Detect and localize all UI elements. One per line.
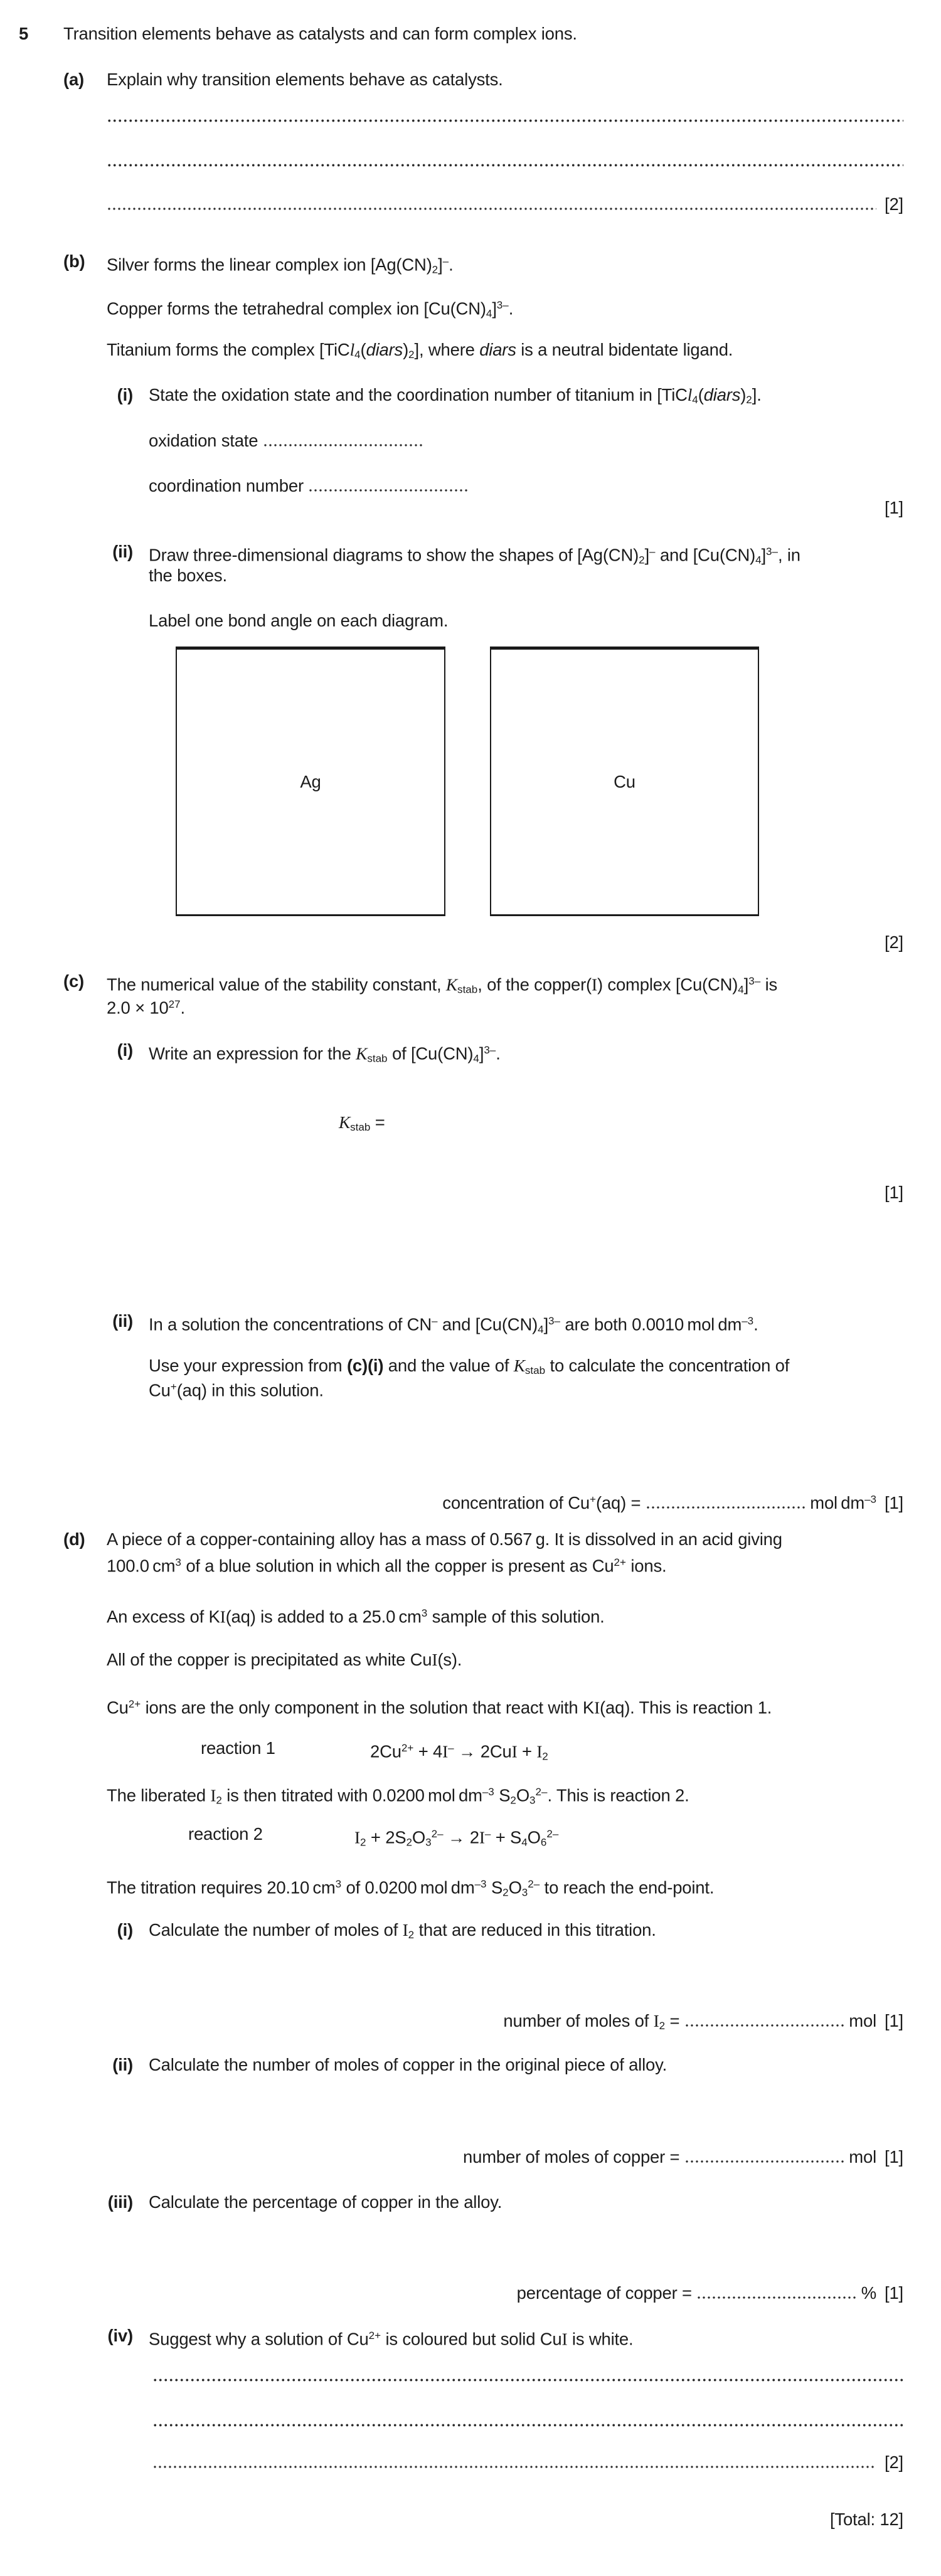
part-c-i-label: (i)	[117, 1040, 133, 1060]
part-d-line5: $Cu^{2+}$ ions are the only component in the solution that react with KI(aq). This is reaction 1.	[107, 1697, 772, 1718]
part-c-label: (c)	[63, 971, 85, 991]
part-c-line1: The numerical value of the stability constant, Kstab, of the copper(I) complex $[Cu(CN)4]^{3-}$ is	[107, 974, 778, 996]
answer-dots	[684, 2160, 844, 2163]
part-d-i-prompt: Calculate the number of moles of I2 that are reduced in this titration.	[149, 1920, 656, 1941]
answer-label: concentration of Cu+(aq) =	[442, 1493, 646, 1513]
part-b-i-label: (i)	[117, 385, 133, 404]
answer-dots	[152, 2466, 876, 2468]
answer-line-concentration	[442, 1488, 903, 1515]
answer-dotted-line	[152, 2424, 903, 2427]
oxidation-state-text: oxidation state	[149, 431, 263, 450]
answer-unit: %	[856, 2283, 877, 2303]
part-b-line2: Copper forms the tetrahedral complex ion $[Cu(CN)4]^{3-}$.	[107, 298, 514, 320]
coordination-number-label	[149, 474, 470, 498]
marks-badge: [1]	[885, 1493, 903, 1513]
drawing-box-ag-label: Ag	[300, 772, 321, 791]
part-d-line6: The liberated I2 is then titrated with 0.0200 mol $dm^{-3}$ $S2O3^{2-}$. This is reaction 2.	[107, 1785, 689, 1807]
reaction-1-label: reaction 1	[201, 1738, 275, 1758]
question-number: 5	[19, 24, 29, 43]
marks-row	[885, 496, 903, 520]
answer-unit: mol	[844, 2011, 877, 2030]
answer-dots	[646, 1506, 805, 1509]
part-d-i-label: (i)	[117, 1920, 133, 1940]
part-b-i-prompt: State the oxidation state and the coordination number of titanium in [TiCl4(diars)2].	[149, 385, 762, 406]
reaction-2-equation: $I2 + 2S2O3^{2-} \to 2I^- + S4O6^{2-}$	[354, 1827, 559, 1849]
total-marks-row	[830, 2508, 903, 2531]
answer-dotted-line-with-marks	[152, 2451, 903, 2474]
part-d-iv-label: (iv)	[107, 2326, 133, 2345]
part-c-line2: $2.0 \times 10^{27}$.	[107, 998, 185, 1018]
part-b-line3: Titanium forms the complex [TiCl4(diars)2], where diars is a neutral bidentate ligand.	[107, 340, 733, 361]
answer-line-moles-copper	[463, 2145, 903, 2169]
answer-dotted-line	[107, 119, 903, 122]
answer-label: percentage of copper =	[516, 2283, 697, 2303]
marks-row	[885, 931, 903, 954]
answer-label: number of moles of I2 =	[503, 2011, 684, 2032]
drawing-box-cu-label: Cu	[614, 772, 635, 791]
answer-dots	[696, 2296, 856, 2299]
answer-dots	[308, 489, 470, 492]
marks-badge: [1]	[885, 2283, 903, 2303]
marks-badge: [2]	[885, 194, 903, 214]
reaction-2-label: reaction 2	[188, 1824, 263, 1844]
answer-line-moles-i2	[503, 2009, 903, 2038]
part-d-ii-label: (ii)	[112, 2055, 133, 2074]
coordination-number-text: coordination number	[149, 476, 309, 495]
answer-label: number of moles of copper =	[463, 2147, 684, 2167]
part-d-iv-prompt: Suggest why a solution of $Cu^{2+}$ is coloured but solid CuI is white.	[149, 2329, 634, 2349]
part-c-ii-line1: In a solution the concentrations of CN– and $[Cu(CN)4]^{3-}$ are both 0.0010 mol $dm^{-3}$.	[149, 1314, 758, 1336]
answer-unit: mol	[844, 2147, 877, 2167]
part-a-label: (a)	[63, 70, 85, 89]
part-c-ii-line3: Cu+(aq) in this solution.	[149, 1380, 324, 1400]
part-d-line3: An excess of KI(aq) is added to a 25.0 $cm^3$ sample of this solution.	[107, 1607, 605, 1627]
drawing-box-cu	[490, 647, 759, 916]
marks-badge: [2]	[885, 2452, 903, 2472]
marks-badge: [1]	[885, 2011, 903, 2030]
part-d-ii-prompt: Calculate the number of moles of copper in the original piece of alloy.	[149, 2055, 667, 2074]
part-b-line1: Silver forms the linear complex ion [Ag(CN)2]–.	[107, 255, 454, 276]
marks-row	[885, 1181, 903, 1205]
kstab-formula: Kstab =	[339, 1112, 385, 1134]
part-d-iii-label: (iii)	[107, 2192, 133, 2212]
part-b-label: (b)	[63, 251, 85, 271]
part-d-label: (d)	[63, 1529, 85, 1549]
part-b-ii-line1: Draw three-dimensional diagrams to show the shapes of [Ag(CN)2]– and $[Cu(CN)4]^{3-}$, in	[149, 545, 800, 566]
answer-dotted-line	[152, 2378, 903, 2382]
marks-badge: [2]	[885, 932, 903, 952]
answer-dotted-line	[107, 164, 903, 167]
part-b-ii-line3: Label one bond angle on each diagram.	[149, 611, 449, 630]
part-d-line7: The titration requires 20.10 $cm^3$ of 0.0200 mol $dm^{-3}$ $S2O3^{2-}$ to reach the end-point.	[107, 1877, 715, 1899]
total-marks: [Total: 12]	[829, 2510, 903, 2529]
part-a-prompt: Explain why transition elements behave as catalysts.	[107, 70, 503, 89]
part-c-ii-line2: Use your expression from (c)(i) and the value of Kstab to calculate the concentration of	[149, 1356, 790, 1377]
part-d-line2: 100.0 $cm^3$ of a blue solution in which all the copper is present as $Cu^{2+}$ ions.	[107, 1556, 667, 1576]
question-intro: Transition elements behave as catalysts and can form complex ions.	[63, 24, 577, 43]
answer-dots	[107, 208, 876, 210]
part-d-iii-prompt: Calculate the percentage of copper in the alloy.	[149, 2192, 502, 2212]
part-b-ii-line2: the boxes.	[149, 566, 227, 585]
part-d-line1: A piece of a copper-containing alloy has a mass of 0.567 g. It is dissolved in an acid giving	[107, 1529, 782, 1549]
part-c-ii-label: (ii)	[112, 1311, 133, 1331]
answer-dotted-line-with-marks	[107, 193, 903, 216]
answer-unit: mol $dm^{-3}$	[805, 1493, 877, 1513]
part-d-line4: All of the copper is precipitated as white CuI(s).	[107, 1650, 462, 1669]
marks-badge: [1]	[885, 2147, 903, 2167]
part-c-i-prompt: Write an expression for the Kstab of $[Cu(CN)4]^{3-}$.	[149, 1043, 501, 1065]
answer-dots	[684, 2024, 844, 2027]
answer-dots	[263, 444, 423, 446]
marks-badge: [1]	[885, 1183, 903, 1202]
oxidation-state-label	[149, 429, 423, 453]
reaction-1-equation: $2Cu^{2+} + 4I^- \to 2CuI + I2$	[370, 1741, 548, 1763]
answer-line-percentage	[517, 2281, 903, 2305]
drawing-box-ag	[176, 647, 445, 916]
part-b-ii-label: (ii)	[112, 542, 133, 561]
marks-badge: [1]	[885, 498, 903, 517]
